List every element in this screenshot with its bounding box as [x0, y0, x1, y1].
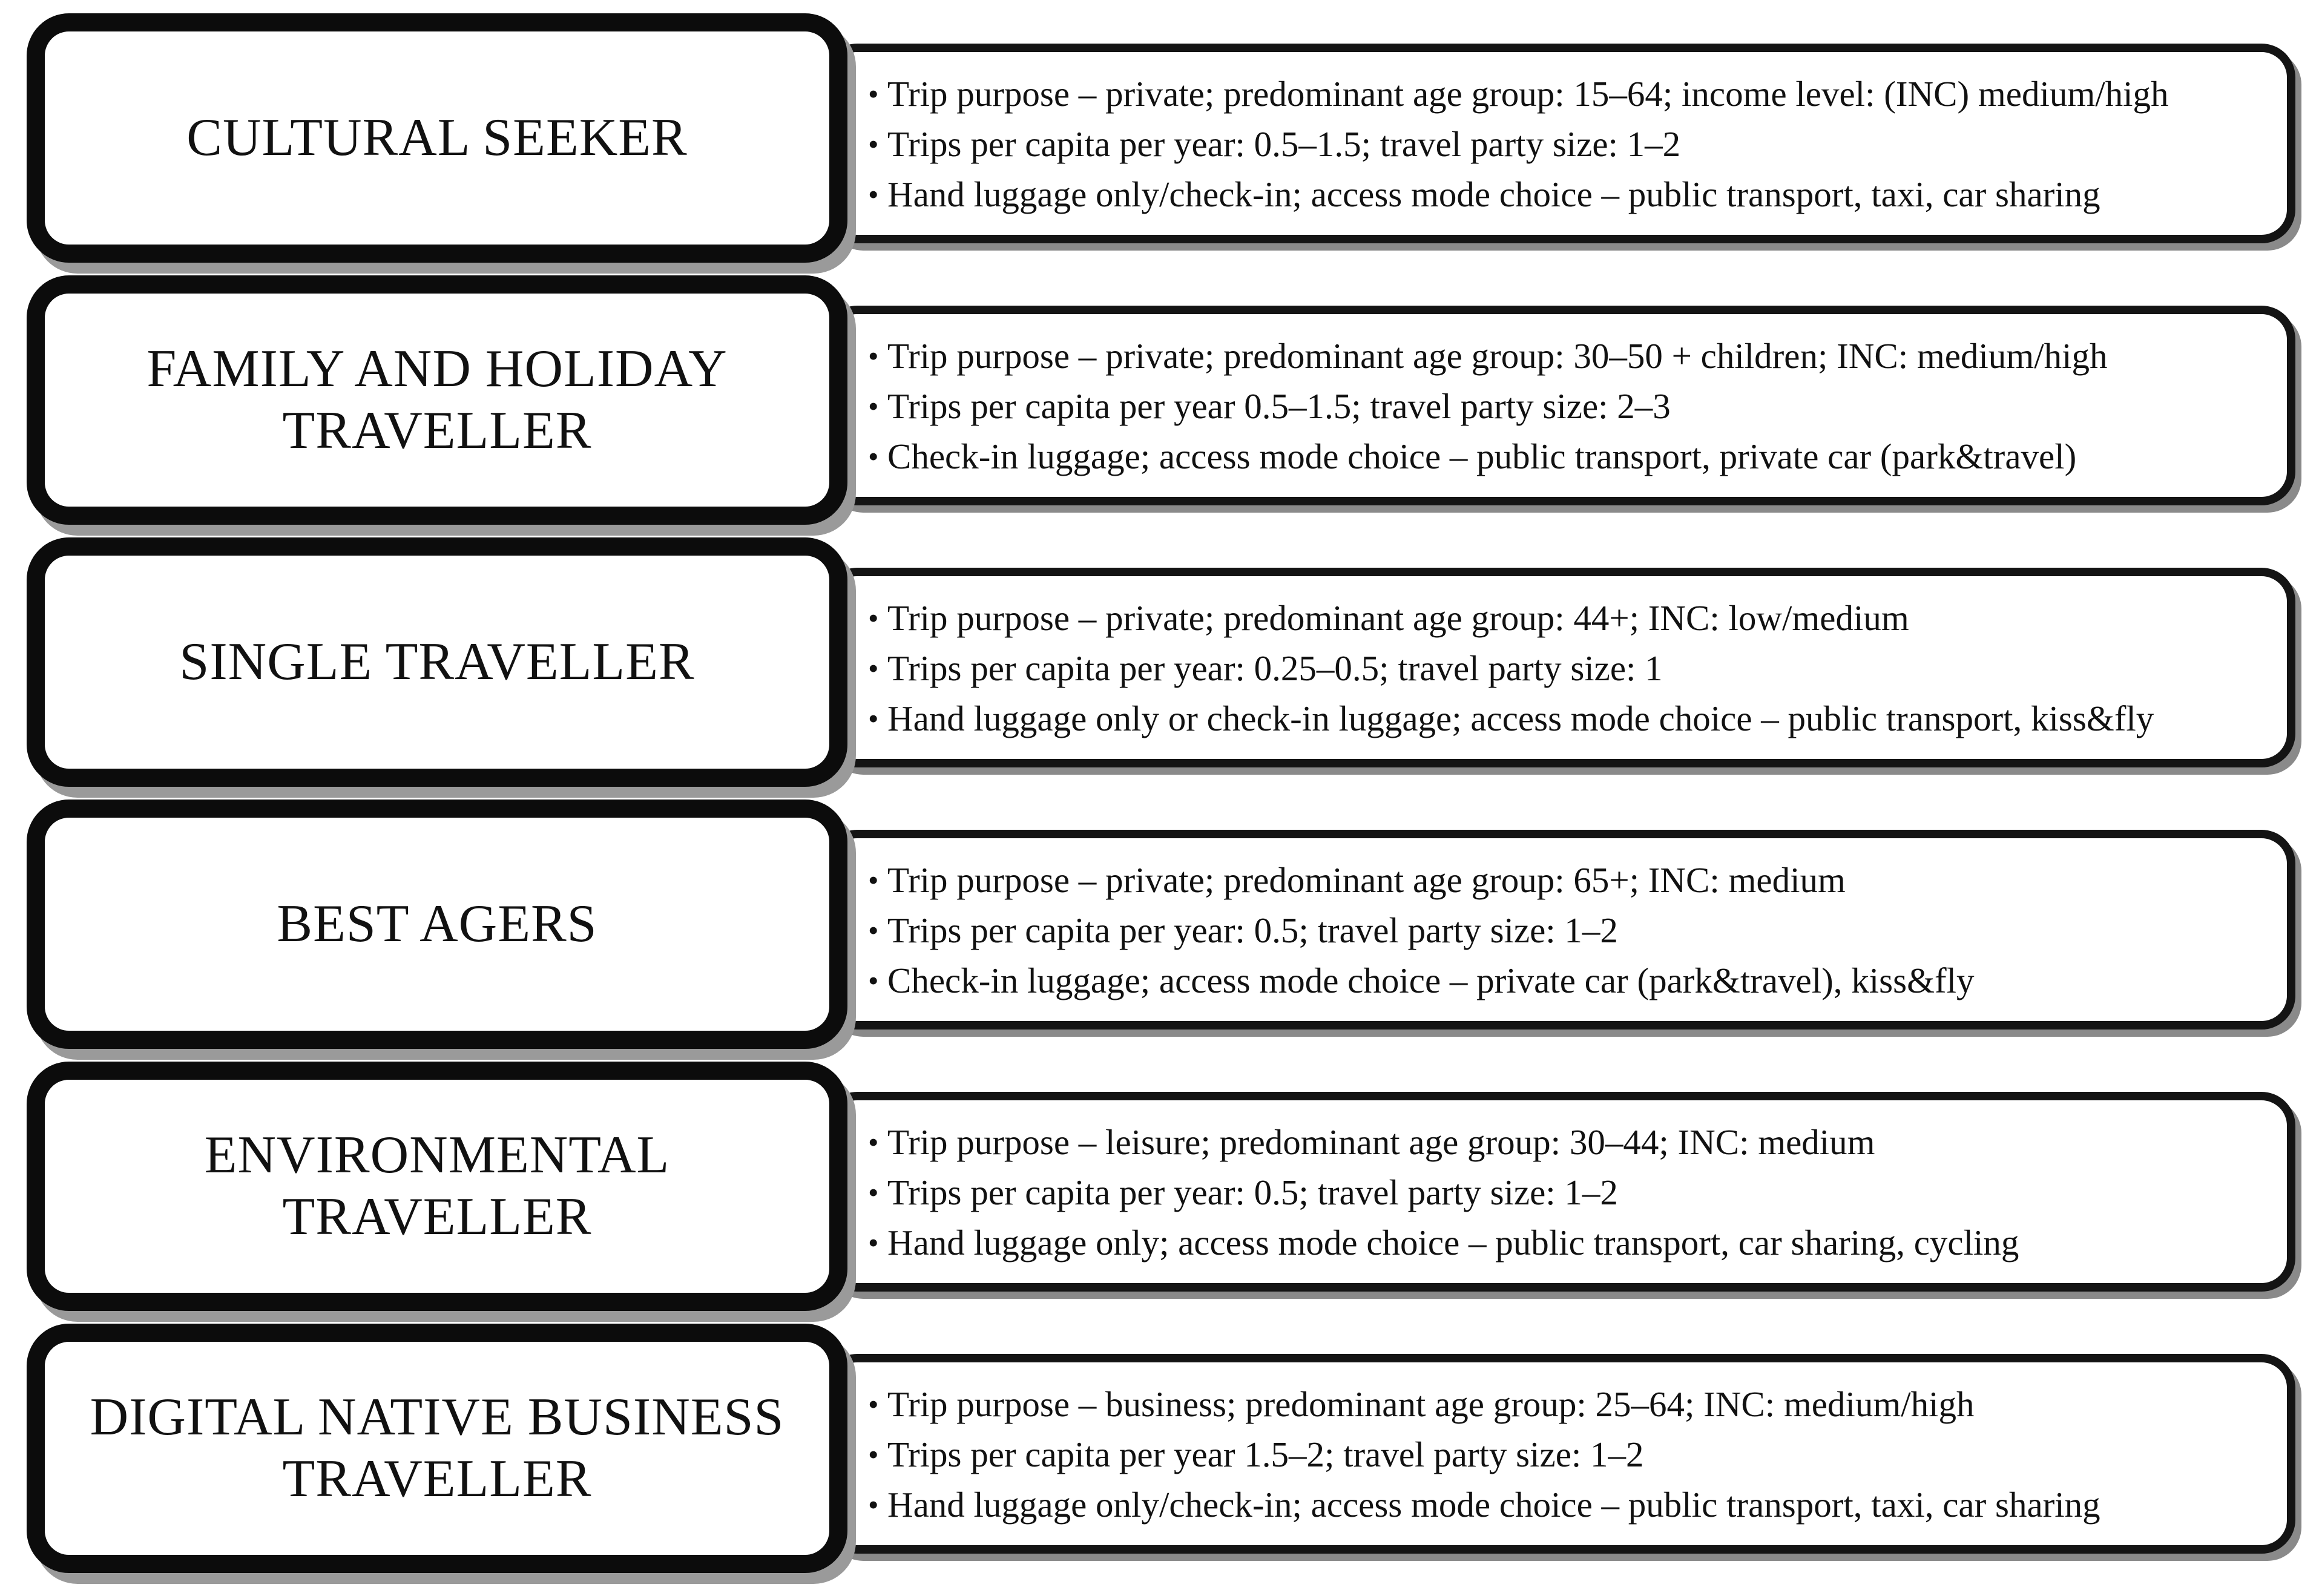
segment-title: FAMILY AND HOLIDAY TRAVELLER	[146, 340, 728, 460]
detail-item	[868, 956, 2275, 1006]
bullet-icon: •	[868, 389, 879, 423]
bullet-icon: •	[868, 439, 879, 473]
segment-title-box	[27, 537, 847, 787]
detail-item	[868, 1218, 2275, 1268]
bullet-icon: •	[868, 77, 879, 111]
detail-text: Check-in luggage; access mode choice – public transport, private car (park&travel)	[887, 436, 2077, 476]
segment-row-environmental	[0, 1062, 2319, 1316]
bullet-icon: •	[868, 863, 879, 897]
detail-text: Hand luggage only; access mode choice – public transport, car sharing, cycling	[887, 1223, 2019, 1263]
detail-item	[868, 1117, 2275, 1167]
detail-text: Trip purpose – business; predominant age group: 25–64; INC: medium/high	[887, 1384, 1975, 1424]
bullet-icon: •	[868, 1175, 879, 1209]
detail-text: Trips per capita per year 1.5–2; travel party size: 1–2	[887, 1434, 1644, 1474]
bullet-icon: •	[868, 701, 879, 735]
segment-title: CULTURAL SEEKER	[186, 108, 688, 167]
bullet-icon: •	[868, 1387, 879, 1421]
segment-title: DIGITAL NATIVE BUSINESS TRAVELLER	[90, 1388, 785, 1508]
segment-details-list	[868, 1379, 2275, 1530]
segment-row-best-agers	[0, 800, 2319, 1054]
detail-item	[868, 1167, 2275, 1218]
detail-text: Trips per capita per year 0.5–1.5; travel party size: 2–3	[887, 386, 1671, 426]
segment-row-single-traveller	[0, 537, 2319, 792]
segment-details-box	[823, 1092, 2295, 1292]
segment-title-box	[27, 13, 847, 263]
segment-title: SINGLE TRAVELLER	[179, 632, 695, 691]
detail-item	[868, 855, 2275, 905]
detail-item	[868, 119, 2275, 169]
detail-item	[868, 331, 2275, 381]
bullet-icon: •	[868, 1488, 879, 1522]
detail-text: Trip purpose – private; predominant age group: 44+; INC: low/medium	[887, 598, 1909, 638]
bullet-icon: •	[868, 127, 879, 161]
detail-text: Trips per capita per year: 0.5; travel party size: 1–2	[887, 1172, 1618, 1212]
segment-details-list	[868, 855, 2275, 1006]
bullet-icon: •	[868, 1125, 879, 1159]
segment-details-list	[868, 69, 2275, 220]
segment-title-box	[27, 1324, 847, 1573]
detail-text: Trips per capita per year: 0.25–0.5; travel party size: 1	[887, 648, 1663, 688]
segment-title-box	[27, 275, 847, 525]
detail-item	[868, 169, 2275, 220]
bullet-icon: •	[868, 339, 879, 373]
segment-title: BEST AGERS	[277, 895, 597, 953]
detail-item	[868, 593, 2275, 643]
detail-item	[868, 432, 2275, 482]
segment-details-box	[823, 306, 2295, 505]
detail-text: Hand luggage only/check-in; access mode choice – public transport, taxi, car sharing	[887, 174, 2100, 214]
detail-text: Trips per capita per year: 0.5–1.5; travel party size: 1–2	[887, 124, 1681, 164]
detail-item	[868, 1430, 2275, 1480]
bullet-icon: •	[868, 177, 879, 211]
segment-details-box	[823, 1354, 2295, 1554]
detail-item	[868, 694, 2275, 744]
segment-row-family-holiday	[0, 275, 2319, 530]
segment-details-list	[868, 331, 2275, 482]
detail-text: Check-in luggage; access mode choice – private car (park&travel), kiss&fly	[887, 961, 1975, 1000]
bullet-icon: •	[868, 1437, 879, 1471]
bullet-icon: •	[868, 1226, 879, 1259]
detail-text: Trip purpose – leisure; predominant age group: 30–44; INC: medium	[887, 1122, 1875, 1162]
segment-details-list	[868, 1117, 2275, 1268]
bullet-icon: •	[868, 964, 879, 997]
detail-text: Trips per capita per year: 0.5; travel party size: 1–2	[887, 910, 1618, 950]
segment-details-list	[868, 593, 2275, 744]
detail-item	[868, 1379, 2275, 1430]
detail-text: Trip purpose – private; predominant age group: 65+; INC: medium	[887, 860, 1846, 900]
segment-details-box	[823, 44, 2295, 243]
detail-text: Trip purpose – private; predominant age group: 30–50 + children; INC: medium/high	[887, 336, 2108, 376]
detail-text: Trip purpose – private; predominant age group: 15–64; income level: (INC) medium/high	[887, 74, 2169, 114]
bullet-icon: •	[868, 601, 879, 635]
detail-item	[868, 643, 2275, 694]
segment-title-box	[27, 1062, 847, 1311]
detail-item	[868, 905, 2275, 956]
detail-item	[868, 381, 2275, 432]
detail-text: Hand luggage only/check-in; access mode choice – public transport, taxi, car sharing	[887, 1485, 2100, 1525]
segment-details-box	[823, 830, 2295, 1030]
detail-text: Hand luggage only or check-in luggage; access mode choice – public transport, kiss&fly	[887, 698, 2154, 738]
segment-title-box	[27, 800, 847, 1049]
segment-title: ENVIRONMENTAL TRAVELLER	[204, 1126, 670, 1246]
bullet-icon: •	[868, 913, 879, 947]
detail-item	[868, 69, 2275, 119]
segment-row-cultural-seeker	[0, 13, 2319, 268]
bullet-icon: •	[868, 651, 879, 685]
segment-details-box	[823, 568, 2295, 767]
detail-item	[868, 1480, 2275, 1530]
segment-row-digital-native-business	[0, 1324, 2319, 1578]
